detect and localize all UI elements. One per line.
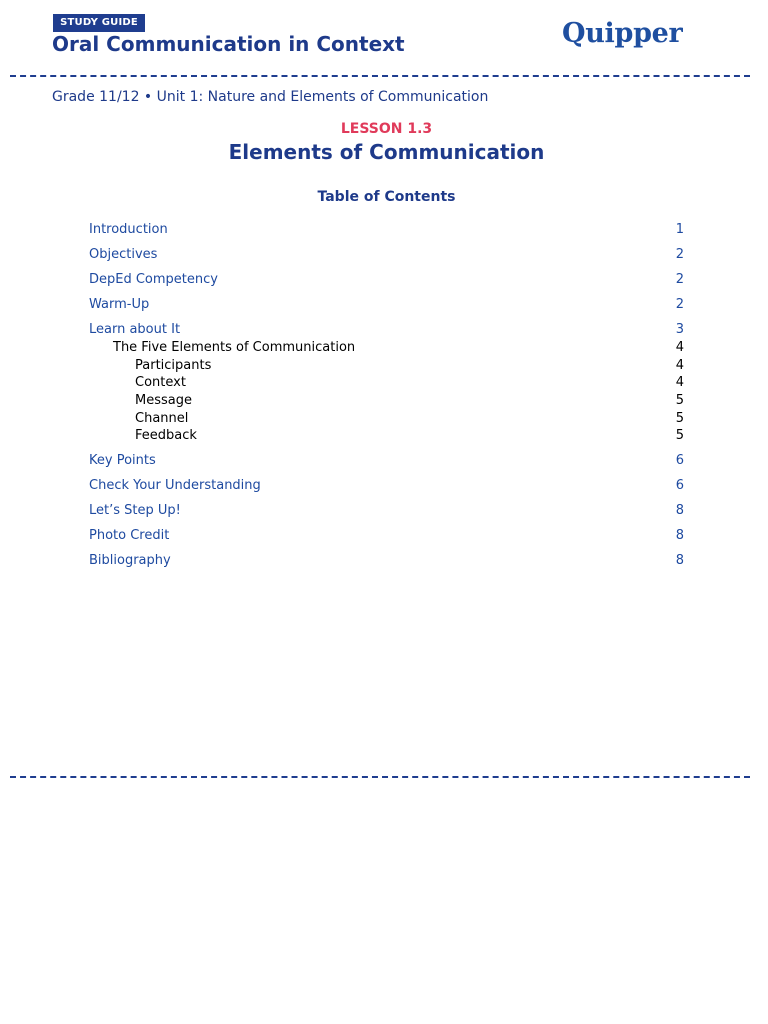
toc-entry-warm-up[interactable] bbox=[89, 296, 684, 314]
toc-entry-label: Feedback bbox=[135, 428, 197, 443]
toc-entry-label: Learn about It bbox=[89, 322, 181, 337]
toc-heading: Table of Contents bbox=[317, 189, 456, 205]
toc-entry-page: 2 bbox=[675, 297, 684, 312]
toc-entry-label: Photo Credit bbox=[89, 528, 170, 543]
toc-entry-label: Context bbox=[135, 375, 186, 390]
toc-entry-label: Participants bbox=[135, 358, 212, 373]
toc-entry-label: Bibliography bbox=[89, 553, 171, 568]
toc-entry-label: Message bbox=[135, 393, 192, 408]
toc-entry-objectives[interactable] bbox=[89, 246, 684, 264]
toc-entry-label: DepEd Competency bbox=[89, 272, 218, 287]
toc-entry-label: Introduction bbox=[89, 222, 168, 237]
course-title: Oral Communication in Context bbox=[52, 32, 405, 56]
toc-entry-page: 1 bbox=[675, 222, 684, 237]
toc-entry-photo-credit[interactable] bbox=[89, 527, 684, 545]
toc-entry-feedback[interactable] bbox=[89, 427, 684, 445]
toc-entry-label: Check Your Understanding bbox=[89, 478, 261, 493]
bottom-dashed-divider bbox=[10, 776, 750, 778]
toc-entry-page: 6 bbox=[675, 478, 684, 493]
breadcrumb: Grade 11/12 • Unit 1: Nature and Elements of Communication bbox=[52, 89, 489, 105]
toc-entry-page: 8 bbox=[675, 528, 684, 543]
toc-entry-introduction[interactable] bbox=[89, 221, 684, 239]
toc-entry-label: Key Points bbox=[89, 453, 156, 468]
toc-entry-page: 5 bbox=[675, 411, 684, 426]
toc-entry-label: The Five Elements of Communication bbox=[113, 340, 356, 355]
quipper-logo: Quipper bbox=[562, 18, 683, 49]
toc-entry-channel[interactable] bbox=[89, 410, 684, 428]
toc-entry-lets-step-up[interactable] bbox=[89, 502, 684, 520]
toc-entry-five-elements[interactable] bbox=[89, 339, 684, 357]
toc-entry-bibliography[interactable] bbox=[89, 552, 684, 570]
lesson-label: LESSON 1.3 bbox=[340, 121, 433, 137]
toc-entry-label: Channel bbox=[135, 411, 189, 426]
study-guide-badge: STUDY GUIDE bbox=[53, 14, 145, 32]
toc-entry-page: 2 bbox=[675, 247, 684, 262]
toc-entry-page: 8 bbox=[675, 503, 684, 518]
toc-entry-page: 6 bbox=[675, 453, 684, 468]
toc-entry-label: Warm-Up bbox=[89, 297, 150, 312]
toc-entry-key-points[interactable] bbox=[89, 452, 684, 470]
toc-entry-learn-about-it[interactable] bbox=[89, 321, 684, 339]
toc-entry-check-your-understanding[interactable] bbox=[89, 477, 684, 495]
toc-entry-page: 3 bbox=[675, 322, 684, 337]
lesson-title: Elements of Communication bbox=[228, 140, 545, 164]
toc-entry-context[interactable] bbox=[89, 374, 684, 392]
toc-entry-message[interactable] bbox=[89, 392, 684, 410]
toc-entry-page: 4 bbox=[675, 375, 684, 390]
toc-entry-page: 4 bbox=[675, 340, 684, 355]
toc-entry-page: 5 bbox=[675, 428, 684, 443]
toc-entry-label: Objectives bbox=[89, 247, 158, 262]
toc-entry-label: Let’s Step Up! bbox=[89, 503, 181, 518]
toc-entry-deped-competency[interactable] bbox=[89, 271, 684, 289]
toc-entry-page: 5 bbox=[675, 393, 684, 408]
toc-entry-page: 2 bbox=[675, 272, 684, 287]
toc-entry-page: 8 bbox=[675, 553, 684, 568]
toc-entry-participants[interactable] bbox=[89, 357, 684, 375]
top-dashed-divider bbox=[10, 75, 750, 77]
toc-entry-page: 4 bbox=[675, 358, 684, 373]
